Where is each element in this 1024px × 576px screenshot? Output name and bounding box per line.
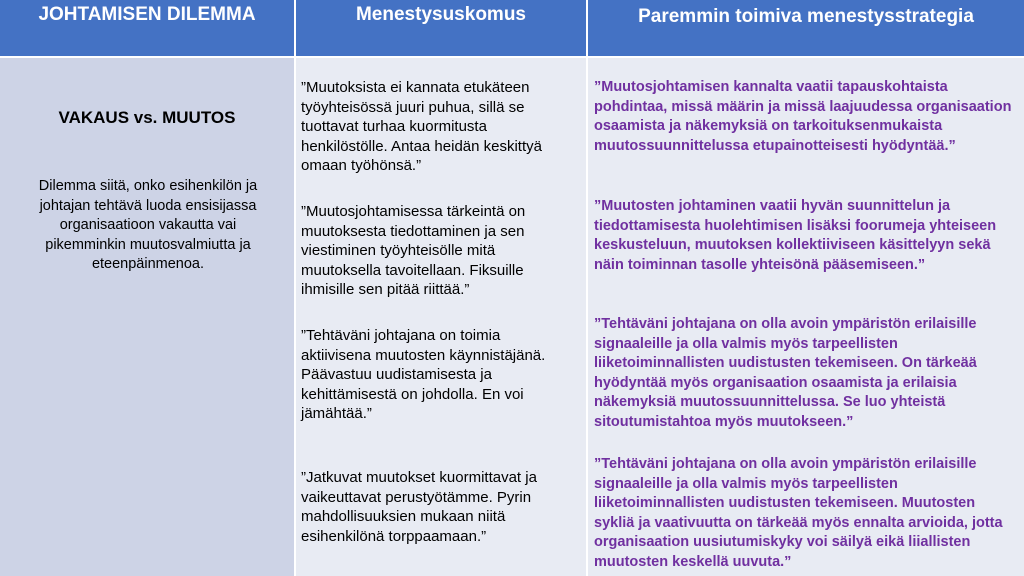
dilemma-title: VAKAUS vs. MUUTOS <box>58 108 236 127</box>
strategy-2: ”Muutosten johtaminen vaatii hyvän suunnittelun ja tiedottamisesta huolehtimisen lisäksi foorumeja yhteiseen keskusteluun, muutoksen kollektiiviseen käsittelyyn sekä näin toiminnan tasolle yhteisönä pääsemiseen.” <box>594 198 997 273</box>
dilemma-description: Dilemma siitä, onko esihenkilön ja johtajan tehtävä luoda ensisijassa organisaatioon vakautta vai pikemminkin muutosvalmiutta ja eteenpäinmenoa. <box>38 178 258 272</box>
dilemma-cell <box>0 58 294 576</box>
belief-2: ”Muutosjohtamisessa tärkeintä on muutoksesta tiedottaminen ja sen viestiminen työyhteisölle mitä muutoksella tavoitellaan. Fiksuille ihmisille sen pitää riittää.” <box>301 203 526 299</box>
header-menestysuskomus: Menestysuskomus <box>296 0 586 56</box>
strategy-3: ”Tehtäväni johtajana on olla avoin ympäristön erilaisille signaaleille ja olla valmis myös tarpeellisten liiketoiminnallisten uudistusten tekemiseen. On tärkeää hyödyntää myös organisaation osaamista ja erilaisia näkemyksiä muutossuunnittelussa. Se luo yhteistä sitoutumistahtoa myös muutokseen.” <box>594 316 977 430</box>
belief-3: ”Tehtäväni johtajana on toimia aktiivisena muutosten käynnistäjänä. Päävastuu uudistamisesta ja kehittämisestä on johdolla. En voi jämähtää.” <box>301 327 546 423</box>
strategy-4: ”Tehtäväni johtajana on olla avoin ympäristön erilaisille signaaleille ja olla valmis myös tarpeellisten liiketoiminnallisten uudistusten tekemiseen. Muutosten sykliä ja vaativuutta on tärkeää myös ennalta arvioida, jotta organisaation uusiutumiskyky voi säilyä eikä liiallisten muutosten keskellä uuvuta.” <box>594 456 1003 570</box>
header-johtamisen-dilemma: JOHTAMISEN DILEMMA <box>0 0 294 56</box>
strategy-1: ”Muutosjohtamisen kannalta vaatii tapauskohtaista pohdintaa, missä määrin ja missä laajuudessa organisaation osaamista ja näkemyksiä on tarkoituksenmukaista muutossuunnittelussa etupainotteisesti hyödyntää.” <box>594 79 1012 154</box>
header-menestysstrategia: Paremmin toimiva menestysstrategia <box>588 0 1024 56</box>
belief-1: ”Muutoksista ei kannata etukäteen työyhteisössä juuri puhua, sillä se tuottavat turhaa kuormitusta henkilöstölle. Antaa heidän keskittyä omaan työhönsä.” <box>301 79 542 175</box>
belief-4: ”Jatkuvat muutokset kuormittavat ja vaikeuttavat perustyötämme. Pyrin mahdollisuuksien mukaan niitä esihenkilönä torppaamaan.” <box>301 469 537 545</box>
